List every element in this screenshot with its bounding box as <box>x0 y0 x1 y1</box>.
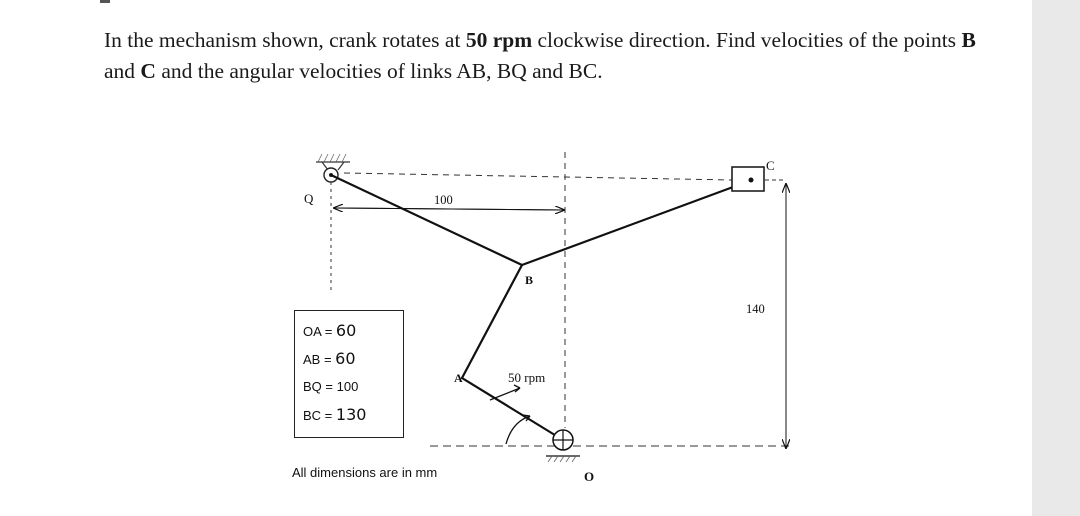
legend-row-bc: BC = 130 <box>303 405 367 424</box>
label-crank-speed: 50 rpm <box>508 370 546 385</box>
question-part-3: and <box>104 59 141 83</box>
legend-value: 60 <box>335 349 356 368</box>
crank-speed-bold: 50 rpm <box>465 28 533 52</box>
point-b-bold: B <box>961 28 976 52</box>
legend-value: 60 <box>335 321 357 340</box>
label-a: A <box>454 371 463 385</box>
legend-name: BC <box>303 408 322 423</box>
legend-name: AB <box>303 352 321 367</box>
dimensions-note: All dimensions are in mm <box>292 465 438 480</box>
label-b: B <box>525 273 534 287</box>
link-bc <box>522 180 752 265</box>
slider-block-c <box>732 167 764 191</box>
ground-support-q <box>316 154 350 182</box>
legend-value: 130 <box>335 405 367 424</box>
legend-row-bq: BQ = 100 <box>303 379 359 394</box>
question-part-4: and the angular velocities of links AB, BQ and BC. <box>155 59 603 83</box>
link-length-table <box>294 310 404 438</box>
label-dim-140: 140 <box>746 302 765 316</box>
label-c: C <box>766 158 775 173</box>
legend-name: OA <box>303 324 322 339</box>
label-o: O <box>584 469 595 484</box>
legend-value: 100 <box>336 379 359 394</box>
question-part-2: clockwise direction. Find velocities of the points <box>532 28 962 52</box>
point-c-bold: C <box>140 59 156 83</box>
legend-name: BQ <box>303 379 322 394</box>
link-ab <box>462 265 522 378</box>
legend-row-ab: AB = 60 <box>303 349 356 368</box>
question-part-1: In the mechanism shown, crank rotates at <box>104 28 466 52</box>
crank-oa <box>462 378 563 440</box>
rotation-indicator <box>490 385 530 444</box>
link-bq <box>331 175 522 265</box>
label-q: Q <box>304 191 314 206</box>
dimension-100 <box>334 208 564 210</box>
label-dim-100: 100 <box>434 193 453 207</box>
legend-row-oa: OA = 60 <box>303 321 357 340</box>
page-margin-strip <box>1032 0 1080 516</box>
